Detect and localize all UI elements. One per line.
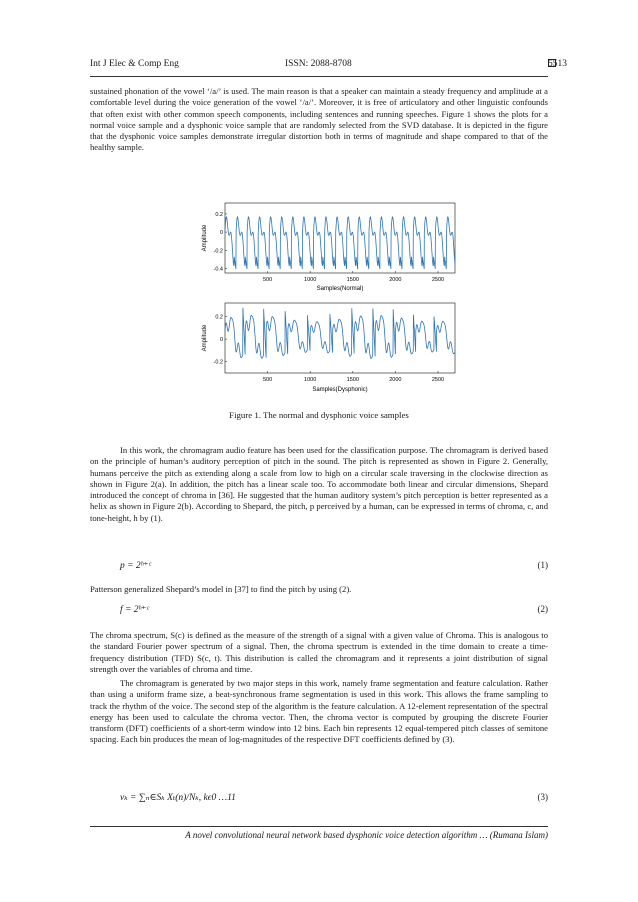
- paragraph-2: In this work, the chromagram audio feature has been used for the classification purpose. The chromagram is derived based on the principle of human’s auditory perception of pitch in the sound. The pitch is represented as shown in Figure 2. Generally, humans perceive the pitch as extending along a scale from low to high on a circular scale traversing in the clockwise direction as shown in Figure 2(a). In addition, the pitch has a linear scale too. To accommodate both linear and circular dimensions, Shepard introduced the concept of chroma in [36]. He suggested that the human auditory system’s pitch perception is better represented as a helix as shown in Figure 2(b). According to Shepard, the pitch, p perceived by a human, can be expressed in terms of chroma, c, and tone-height, h by (1).: [90, 445, 548, 523]
- y-tick-label: 0: [219, 337, 223, 344]
- x-tick-label: 1500: [346, 277, 359, 283]
- equation-1: [90, 560, 548, 572]
- y-tick-label: -0.2: [213, 359, 223, 366]
- figure-1: [190, 195, 460, 405]
- plot-normal-frame: [225, 203, 455, 273]
- normal-signal-line: [225, 217, 455, 269]
- x-tick-label: 2500: [431, 277, 445, 283]
- x-tick-label: 1500: [346, 377, 359, 383]
- y-tick-label: -0.2: [213, 248, 223, 255]
- running-header: [90, 59, 567, 72]
- footer-rule: [90, 826, 548, 827]
- paragraph-5: The chromagram is generated by two major steps in this work, namely frame segmentation and feature calculation. Rather than using a uniform frame size, a beat-synchronous frame segmentation is used in this work. This allows the frame sampling to track the rhythm of the voice. The second step of the algorithm is the feature calculation. A 12-element representation of the spectral energy has been used to calculate the chroma vector. Then, the chroma vector is computed by grouping the discrete Fourier transform (DFT) coefficients of a short-term window into 12 bins. Each bin represents 12 equal-tempered pitch classes of semitone spacing. Each bin produces the mean of log-magnitudes of the respective DFT coefficients defined by (3).: [90, 678, 548, 745]
- running-footer: A novel convolutional neural network based dysphonic voice detection algorithm … (Rumana Islam): [185, 830, 548, 840]
- paragraph-3: Patterson generalized Shepard’s model in [37] to find the pitch by using (2).: [90, 584, 352, 594]
- y-tick-label: -0.4: [213, 266, 223, 273]
- xlabel-normal: Samples(Normal): [316, 286, 364, 292]
- plot-dysphonic-frame: [225, 303, 455, 373]
- journal-name: Int J Elec & Comp Eng: [90, 59, 179, 69]
- equation-2-formula: f = 2ʰ⁺ᶜ: [120, 605, 149, 615]
- equation-3-formula: vₖ = ∑ₙ∈Sₖ Xₜ(n)/Nₖ, kϵ0 …11: [120, 793, 236, 803]
- x-tick-label: 1000: [304, 377, 317, 383]
- equation-2-number: (2): [537, 604, 548, 614]
- issn: ISSN: 2088-8708: [285, 59, 352, 69]
- figure-caption: Figure 1. The normal and dysphonic voice samples: [229, 410, 409, 420]
- equation-3: [90, 792, 548, 804]
- paragraph-1: sustained phonation of the vowel ‘/a/’ is used. The main reason is that a speaker can maintain a steady frequency and amplitude at a comfortable level during the voice generation of the vowel ‘/a/’. Moreover, it is free of articulatory and other linguistic confounds that often exist with other common speech components, including sentences and running speeches. Figure 1 shows the plots for a normal voice sample and a dysphonic voice sample that are randomly selected from the SVD database. It is depicted in the figure that the dysphonic voice samples demonstrate irregular distortion both in terms of magnitude and shape compared to that of the healthy sample.: [90, 86, 548, 153]
- equation-1-formula: p = 2ʰ⁺ᶜ: [120, 561, 151, 571]
- header-rule: [90, 76, 548, 77]
- x-tick-label: 500: [262, 277, 273, 283]
- x-tick-label: 2000: [389, 277, 402, 283]
- page-number: 5513: [548, 59, 567, 69]
- x-tick-label: 2000: [389, 377, 402, 383]
- ylabel-dysphonic: Amplitude: [202, 324, 208, 352]
- plot-normal: [202, 203, 455, 292]
- x-tick-label: 1000: [304, 277, 317, 283]
- plot-dysphonic: [202, 303, 455, 393]
- y-tick-label: 0.2: [215, 314, 223, 321]
- x-tick-label: 2500: [431, 377, 445, 383]
- paragraph-4: The chroma spectrum, S(c) is defined as the measure of the strength of a signal with a given value of Chroma. This is analogous to the standard Fourier power spectrum of a signal. Then, the chroma spectrum is extended in the time domain to create a time-frequency distribution (TFD) S(c, t). This distribution is called the chromagram and it represents a joint distribution of signal strength over the variables of chroma and time.: [90, 630, 548, 674]
- y-tick-label: 0: [219, 230, 223, 237]
- equation-3-number: (3): [537, 792, 548, 802]
- xlabel-dysphonic: Samples(Dysphonic): [312, 387, 368, 393]
- equation-2: [90, 604, 548, 616]
- ylabel-normal: Amplitude: [202, 224, 208, 252]
- dysphonic-signal-line: [225, 308, 455, 359]
- x-tick-label: 500: [262, 377, 273, 383]
- equation-1-number: (1): [537, 560, 548, 570]
- y-tick-label: 0.2: [215, 211, 223, 218]
